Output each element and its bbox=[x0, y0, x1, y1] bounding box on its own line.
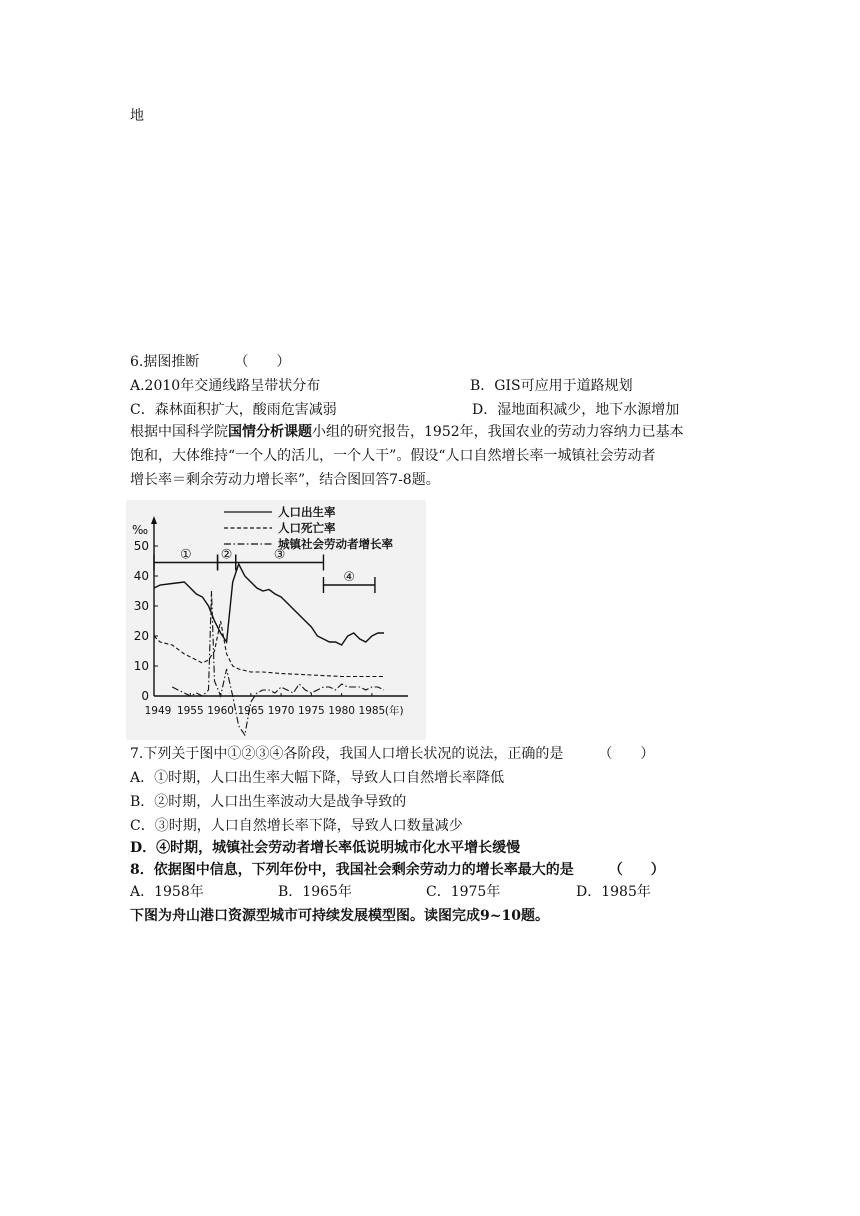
q6-option-c: C．森林面积扩大，酸雨危害减弱 bbox=[130, 402, 337, 418]
intro-text-a: 根据中国科学院 bbox=[130, 424, 228, 440]
q6-option-b: B．GIS可应用于道路规划 bbox=[470, 378, 633, 394]
q7-option-c: C．③时期，人口自然增长率下降，导致人口数量减少 bbox=[130, 818, 463, 834]
q7-option-d: D．④时期，城镇社会劳动者增长率低说明城市化水平增长缓慢 bbox=[130, 840, 521, 856]
y-tick-label: 30 bbox=[133, 599, 149, 613]
period-label: ④ bbox=[343, 570, 356, 585]
q7-option-b: B．②时期，人口出生率波动大是战争导致的 bbox=[130, 794, 407, 810]
intro-text-c: 小组的研究报告，1952年，我国农业的劳动力容纳力已基本 bbox=[312, 424, 684, 440]
legend-label: 人口出生率 bbox=[278, 505, 336, 519]
chart-background bbox=[126, 500, 426, 740]
y-tick-label: 40 bbox=[133, 569, 149, 583]
q6-option-d: D．湿地面积减少，地下水源增加 bbox=[472, 402, 680, 418]
q8-option-d: D．1985年 bbox=[576, 884, 651, 900]
y-tick-label: 0 bbox=[141, 689, 149, 703]
intro-line-2: 饱和，大体维持“一个人的活儿，一个人干”。假设“人口自然增长率一城镇社会劳动者 bbox=[130, 448, 656, 464]
x-tick-label: 1965 bbox=[237, 705, 265, 717]
q8-option-b: B．1965年 bbox=[278, 884, 352, 900]
y-tick-label: 10 bbox=[133, 659, 149, 673]
x-tick-label: 1970 bbox=[267, 705, 295, 717]
x-tick-label: 1980 bbox=[328, 705, 355, 717]
q7-stem: 7.下列关于图中①②③④各阶段，我国人口增长状况的说法，正确的是 （ ） bbox=[130, 746, 655, 762]
x-tick-label: 1949 bbox=[144, 705, 172, 717]
x-tick-label: 1985 bbox=[358, 705, 386, 717]
x-unit-label: (年) bbox=[384, 705, 404, 717]
y-tick-label: 20 bbox=[133, 629, 149, 643]
x-tick-label: 1975 bbox=[298, 705, 325, 717]
period-label: ② bbox=[220, 547, 233, 563]
y-tick-label: 50 bbox=[133, 539, 149, 553]
x-tick-label: 1960 bbox=[207, 705, 234, 717]
intro-text-bold: 国情分析课题 bbox=[228, 424, 312, 440]
intro-line-3: 增长率＝剩余劳动力增长率”，结合图回答7-8题。 bbox=[130, 472, 440, 488]
top-fragment-text: 地 bbox=[130, 108, 144, 124]
intro-line-1 bbox=[130, 422, 684, 442]
q8-option-c: C．1975年 bbox=[426, 884, 501, 900]
x-tick-label: 1955 bbox=[176, 705, 204, 717]
y-unit-label: ‰ bbox=[132, 523, 149, 537]
period-label: ① bbox=[179, 547, 192, 563]
q6-stem: 6.据图推断 （ ） bbox=[130, 354, 291, 370]
legend-label: 城镇社会劳动者增长率 bbox=[278, 537, 393, 551]
q7-option-a: A．①时期，人口出生率大幅下降，导致人口自然增长率降低 bbox=[130, 770, 505, 786]
q8-stem: 8．依据图中信息，下列年份中，我国社会剩余劳动力的增长率最大的是 （ ） bbox=[130, 862, 665, 878]
next-section-intro: 下图为舟山港口资源型城市可持续发展模型图。读图完成9~10题。 bbox=[130, 908, 549, 924]
q6-option-a: A.2010年交通线路呈带状分布 bbox=[130, 378, 321, 394]
population-chart bbox=[126, 500, 426, 740]
period-label: ③ bbox=[273, 547, 286, 563]
legend-label: 人口死亡率 bbox=[278, 521, 336, 535]
q8-option-a: A．1958年 bbox=[130, 884, 204, 900]
